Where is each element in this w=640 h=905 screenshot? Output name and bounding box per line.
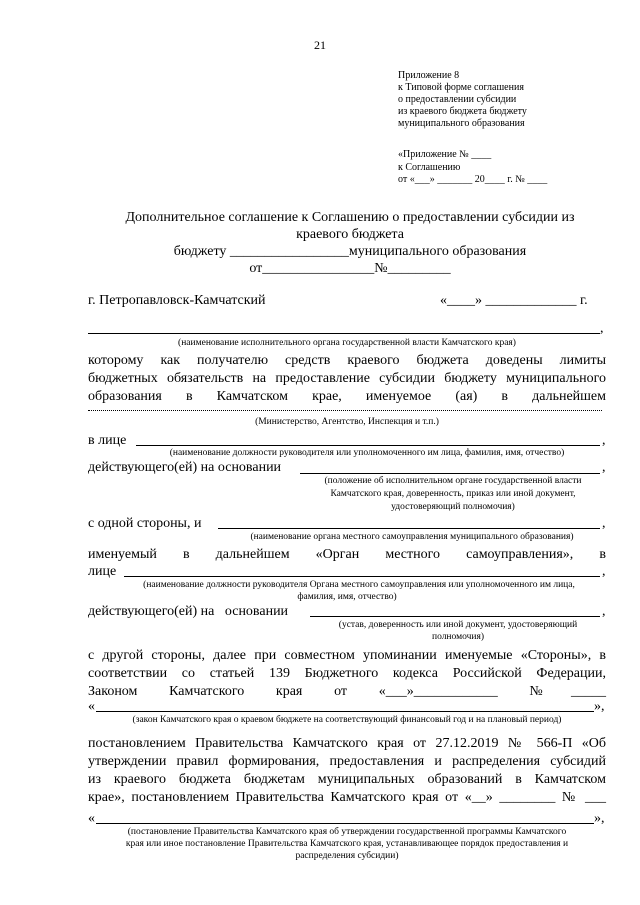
- comma: ,: [600, 321, 604, 336]
- body-line: постановлением Правительства Камчатского края от 27.12.2019 № 566-П «Об: [88, 736, 606, 751]
- title-line: Дополнительное соглашение к Соглашению о предоставлении субсидии из: [125, 210, 575, 225]
- resolution-note: распределения субсидии): [295, 851, 399, 861]
- comma: ,: [602, 516, 606, 531]
- appendix-line: из краевого бюджета бюджету: [398, 106, 527, 117]
- body-line: из краевого бюджета бюджетам муниципальных образований в Камчатском: [88, 772, 606, 787]
- body-line: именуемый в дальнейшем «Орган местного самоуправления», в: [88, 547, 606, 562]
- acting-label: действующего(ей) на основании: [88, 460, 282, 475]
- executive-body-note: (наименование исполнительного органа государственной власти Камчатского края): [178, 338, 516, 348]
- budget-law-blank: [96, 711, 594, 712]
- body-line: соответствии со статьей 139 Бюджетного кодекса Российской Федерации,: [88, 666, 606, 681]
- title-line: бюджету _________________муниципального образования: [173, 244, 527, 259]
- ministry-note: (Министерство, Агентство, Инспекция и т.п.): [255, 417, 439, 427]
- body-line: бюджетных обязательств на предоставление субсидии бюджету муниципального: [88, 371, 606, 386]
- comma: ,: [602, 433, 606, 448]
- comma: ,: [602, 460, 606, 475]
- comma: ,: [602, 604, 606, 619]
- basis-note: Камчатского края, доверенность, приказ или иной документ,: [330, 489, 576, 499]
- body-line: с другой стороны, далее при совместном упоминании именуемые «Стороны», в: [88, 648, 606, 663]
- basis-note: (положение об исполнительном органе государственной власти: [324, 476, 582, 486]
- quote-close: »,: [594, 811, 605, 826]
- appendix-header: [398, 70, 527, 130]
- in-person-label: в лице: [88, 433, 127, 448]
- appendix-line: Приложение 8: [398, 70, 460, 81]
- city-name: г. Петропавловск-Камчатский: [88, 293, 266, 308]
- appendix-ref-line: к Соглашению: [398, 161, 461, 173]
- one-side-label: с одной стороны, и: [88, 516, 202, 531]
- page-number: 21: [314, 38, 326, 52]
- quote-close: »,: [594, 699, 605, 714]
- local-basis-note: (устав, доверенность или иной документ, удостоверяющий: [338, 620, 578, 630]
- document-title: [0, 209, 640, 277]
- resolution-note: края или иное постановление Правительства Камчатского края, устанавливающее порядок предоставления и: [125, 839, 569, 849]
- body-line: Законом Камчатского края от «___»____________ №_____: [88, 684, 606, 699]
- resolution-blank: [96, 823, 594, 824]
- appendix-line: к Типовой форме соглашения: [398, 82, 524, 93]
- local-head-blank: [124, 576, 600, 577]
- comma: ,: [602, 564, 606, 579]
- appendix-agreement-ref: [398, 149, 547, 187]
- local-body-blank: [218, 528, 600, 529]
- title-line: краевого бюджета: [296, 227, 404, 242]
- ministry-blank: [88, 410, 602, 411]
- local-body-note: (наименование органа местного самоуправления муниципального образования): [250, 532, 574, 542]
- body-line: образования в Камчатском крае, именуемое (ая) в дальнейшем: [88, 389, 606, 404]
- resolution-note: (постановление Правительства Камчатского края об утверждении государственной программы Камчатского: [127, 827, 567, 837]
- budget-law-note: (закон Камчатского края о краевом бюджете на соответствующий финансовый год и на плановый период): [132, 715, 562, 725]
- date-field: «____» _____________ г.: [440, 293, 588, 308]
- acting-label: действующего(ей) на основании: [88, 604, 289, 619]
- appendix-line: о предоставлении субсидии: [398, 94, 517, 105]
- executive-body-blank: [88, 333, 600, 334]
- appendix-ref-line: «Приложение № ____: [398, 149, 492, 160]
- local-head-note: (наименование должности руководителя Органа местного самоуправления или уполномоченного им лица,: [143, 580, 575, 590]
- basis-blank: [300, 473, 600, 474]
- local-basis-note: полномочия): [431, 632, 484, 642]
- body-line: утверждении правил формирования, предоставления и распределения субсидий: [88, 754, 606, 769]
- basis-note: удостоверяющий полномочия): [391, 502, 515, 512]
- head-position-note: (наименование должности руководителя или уполномоченного им лица, фамилия, имя, отчество): [169, 448, 565, 458]
- head-position-blank: [136, 445, 600, 446]
- appendix-line: муниципального образования: [398, 118, 525, 129]
- body-line: которому как получателю средств краевого бюджета доведены лимиты: [88, 353, 606, 368]
- title-line: от________________№_________: [249, 261, 451, 276]
- local-basis-blank: [310, 616, 600, 617]
- appendix-ref-line: от «___» _______ 20____ г. № ____: [398, 174, 548, 185]
- quote-open: «: [88, 699, 95, 714]
- quote-open: «: [88, 811, 95, 826]
- in-person-label: лице: [88, 564, 117, 579]
- local-head-note: фамилия, имя, отчество): [297, 592, 397, 602]
- body-line: крае», постановлением Правительства Камчатского края от «__» ________ № ___: [88, 790, 606, 805]
